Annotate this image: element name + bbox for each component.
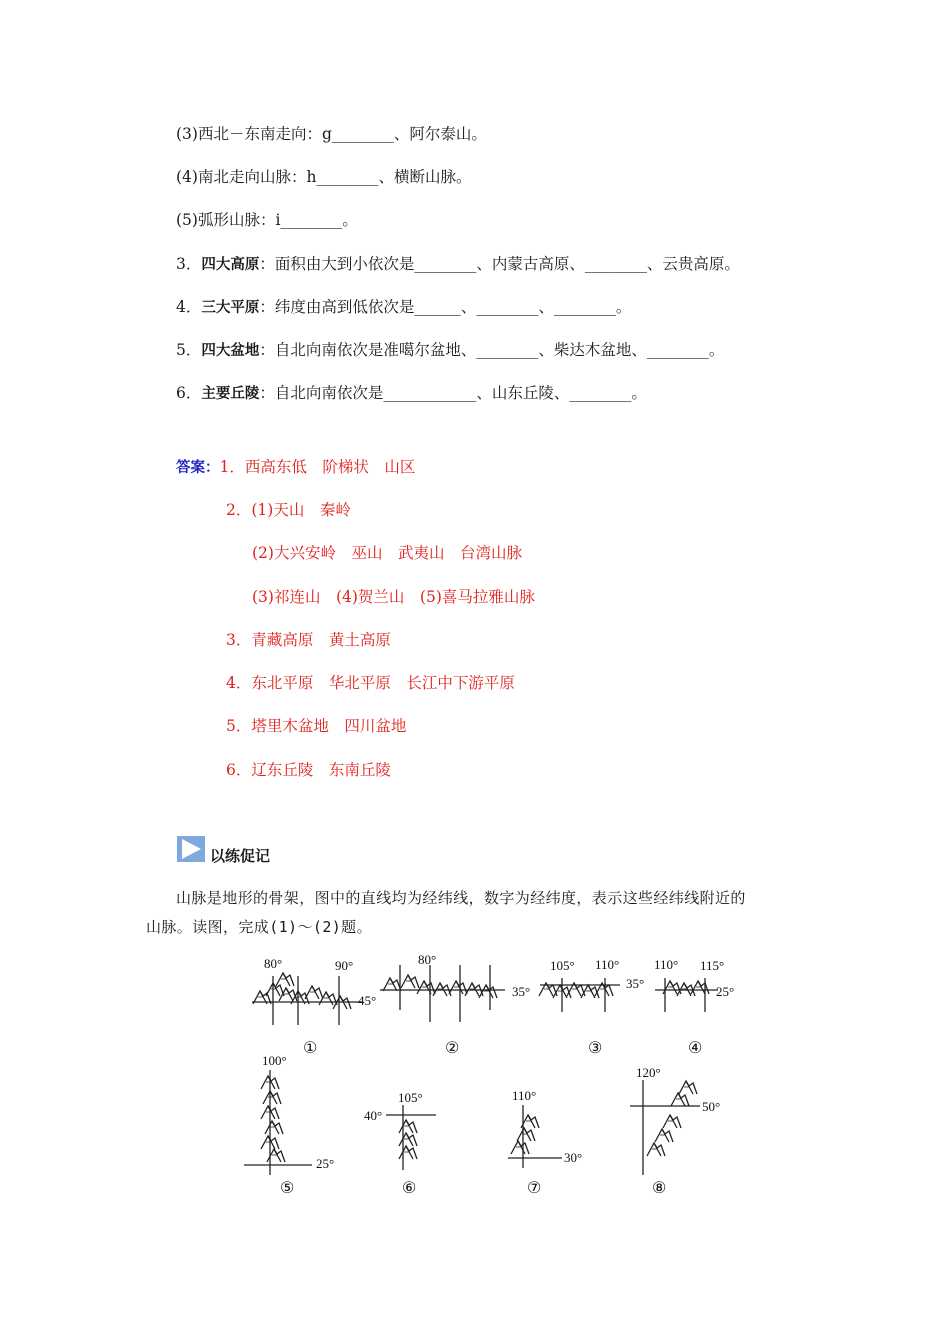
panel-3-label-2: 110° bbox=[595, 957, 620, 972]
panel-5-number: ⑤ bbox=[280, 1180, 295, 1197]
question-6-number: 6． bbox=[176, 384, 202, 402]
intro-line-2: 山脉。读图，完成(1)～(2)题。 bbox=[146, 918, 372, 936]
answer-2: 2．(1)天山 秦岭 bbox=[226, 501, 351, 519]
question-4-text: ：纬度由高到低依次是______、________、________。 bbox=[259, 298, 632, 316]
intro-line-1: 山脉是地形的骨架，图中的直线均为经纬线，数字为经纬度，表示这些经纬线附近的 bbox=[176, 889, 746, 907]
panel-5-label-1: 100° bbox=[262, 1053, 287, 1068]
panel-6 bbox=[364, 1090, 436, 1197]
panel-1 bbox=[252, 956, 376, 1057]
panel-6-label-2: 40° bbox=[364, 1108, 383, 1123]
panel-3-label-1: 105° bbox=[550, 958, 575, 973]
line-5: (5)弧形山脉：i________。 bbox=[176, 211, 358, 229]
panel-7-label-2: 30° bbox=[564, 1150, 583, 1165]
question-5-text: ：自北向南依次是准噶尔盆地、________、柴达木盆地、________。 bbox=[259, 341, 725, 359]
question-4 bbox=[176, 297, 631, 318]
panel-1-label-1: 80° bbox=[264, 956, 283, 971]
panel-8-number: ⑧ bbox=[652, 1180, 667, 1197]
panel-4-number: ④ bbox=[688, 1040, 703, 1057]
panel-8-label-1: 120° bbox=[636, 1065, 661, 1080]
answer-2c: (3)祁连山 (4)贺兰山 (5)喜马拉雅山脉 bbox=[252, 588, 535, 606]
answer-5: 5．塔里木盆地 四川盆地 bbox=[226, 717, 407, 735]
question-5-number: 5． bbox=[176, 341, 202, 359]
panel-7-label-1: 110° bbox=[512, 1088, 537, 1103]
question-3-title: 四大高原 bbox=[201, 257, 260, 273]
panel-8-label-2: 50° bbox=[702, 1099, 721, 1114]
answer-4: 4．东北平原 华北平原 长江中下游平原 bbox=[226, 674, 515, 692]
panel-2 bbox=[380, 952, 530, 1057]
answer-6: 6．辽东丘陵 东南丘陵 bbox=[226, 761, 391, 779]
answer-1-text: 1．西高东低 阶梯状 山区 bbox=[219, 458, 416, 476]
question-5-title: 四大盆地 bbox=[201, 343, 260, 359]
panel-6-label-1: 105° bbox=[398, 1090, 423, 1105]
question-5 bbox=[176, 340, 724, 361]
panel-4-label-1: 110° bbox=[654, 957, 679, 972]
question-3 bbox=[176, 254, 740, 275]
panel-4 bbox=[654, 957, 734, 1057]
answer-label: 答案： bbox=[176, 460, 220, 476]
panel-1-number: ① bbox=[303, 1040, 318, 1057]
mountain-figure bbox=[240, 950, 740, 1200]
panel-3-label-3: 35° bbox=[626, 976, 645, 991]
panel-1-label-3: 45° bbox=[358, 993, 377, 1008]
panel-4-label-3: 25° bbox=[716, 984, 735, 999]
question-4-number: 4． bbox=[176, 298, 202, 316]
panel-2-label-1: 80° bbox=[418, 952, 437, 967]
question-6-title: 主要丘陵 bbox=[201, 386, 260, 402]
panel-7-number: ⑦ bbox=[527, 1180, 542, 1197]
line-3: (3)西北－东南走向：g________、阿尔泰山。 bbox=[176, 125, 487, 143]
question-6-text: ：自北向南依次是____________、山东丘陵、________。 bbox=[259, 384, 647, 402]
panel-3 bbox=[539, 957, 644, 1057]
panel-8 bbox=[630, 1065, 720, 1197]
panel-7 bbox=[508, 1088, 582, 1197]
panel-2-label-2: 35° bbox=[512, 984, 531, 999]
answer-2b: (2)大兴安岭 巫山 武夷山 台湾山脉 bbox=[252, 544, 522, 562]
answer-1 bbox=[176, 457, 415, 478]
panel-3-number: ③ bbox=[588, 1040, 603, 1057]
panel-5-label-2: 25° bbox=[316, 1156, 335, 1171]
question-3-text: ：面积由大到小依次是________、内蒙古高原、________、云贵高原。 bbox=[259, 255, 740, 273]
play-arrow-icon bbox=[177, 836, 205, 862]
panel-4-label-2: 115° bbox=[700, 958, 725, 973]
question-3-number: 3． bbox=[176, 255, 202, 273]
question-6 bbox=[176, 383, 647, 404]
question-4-title: 三大平原 bbox=[201, 300, 260, 316]
panel-6-number: ⑥ bbox=[402, 1180, 417, 1197]
section-title: 以练促记 bbox=[210, 847, 271, 865]
panel-5 bbox=[244, 1053, 334, 1197]
line-4: (4)南北走向山脉：h________、横断山脉。 bbox=[176, 168, 472, 186]
panel-2-number: ② bbox=[445, 1040, 460, 1057]
answer-3: 3．青藏高原 黄土高原 bbox=[226, 631, 391, 649]
panel-1-label-2: 90° bbox=[335, 958, 354, 973]
